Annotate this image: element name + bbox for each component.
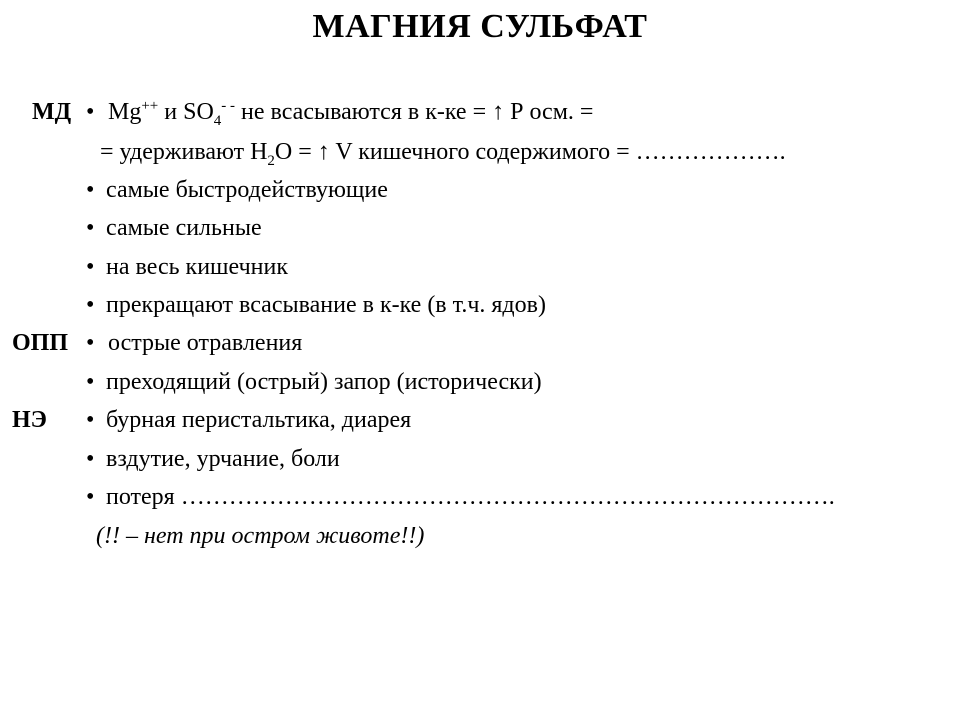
bullet: • bbox=[86, 292, 95, 318]
mg-charge: ++ bbox=[141, 98, 159, 114]
section-label-md: МД bbox=[32, 99, 72, 125]
and-so-text: и SO bbox=[158, 99, 214, 125]
opp-item: острые отравления bbox=[108, 330, 303, 356]
h-subscript: 2 bbox=[267, 152, 275, 169]
ne-item: потеря ………………………………………………………………………. bbox=[106, 484, 835, 510]
bullet: • bbox=[86, 369, 95, 395]
md-mechanism-line-2 bbox=[100, 137, 786, 167]
bullet: • bbox=[86, 330, 95, 356]
bullet: • bbox=[86, 177, 95, 203]
ne-item: вздутие, урчание, боли bbox=[106, 446, 340, 472]
bullet: • bbox=[86, 484, 95, 510]
bullet: • bbox=[86, 254, 95, 280]
opp-item: преходящий (острый) запор (исторически) bbox=[106, 369, 542, 395]
md-item: самые быстродействующие bbox=[106, 177, 388, 203]
contraindication-note: (!! – нет при остром животе!!) bbox=[96, 523, 425, 549]
md-mechanism-line-1 bbox=[108, 97, 593, 127]
bullet: • bbox=[86, 99, 95, 125]
so-subscript: 4 bbox=[213, 112, 222, 129]
ne-item: бурная перистальтика, диарея bbox=[106, 407, 412, 433]
md-item: на весь кишечник bbox=[106, 254, 288, 280]
so-charge: - - bbox=[221, 98, 236, 114]
bullet: • bbox=[86, 446, 95, 472]
mechanism-rest-2: O = ↑ V кишечного содержимого = ………………. bbox=[274, 139, 786, 165]
section-label-ne: НЭ bbox=[12, 407, 47, 433]
section-label-opp: ОПП bbox=[12, 330, 69, 356]
mg-symbol: Mg bbox=[108, 99, 142, 125]
mechanism-rest-1: не всасываются в к-ке = ↑ Р осм. = bbox=[235, 99, 594, 125]
bullet: • bbox=[86, 215, 95, 241]
page-title: МАГНИЯ СУЛЬФАТ bbox=[312, 8, 648, 45]
bullet: • bbox=[86, 407, 95, 433]
md-item: самые сильные bbox=[106, 215, 262, 241]
md-item: прекращают всасывание в к-ке (в т.ч. ядов) bbox=[106, 292, 546, 318]
mechanism-start-2: = удерживают H bbox=[100, 139, 268, 165]
